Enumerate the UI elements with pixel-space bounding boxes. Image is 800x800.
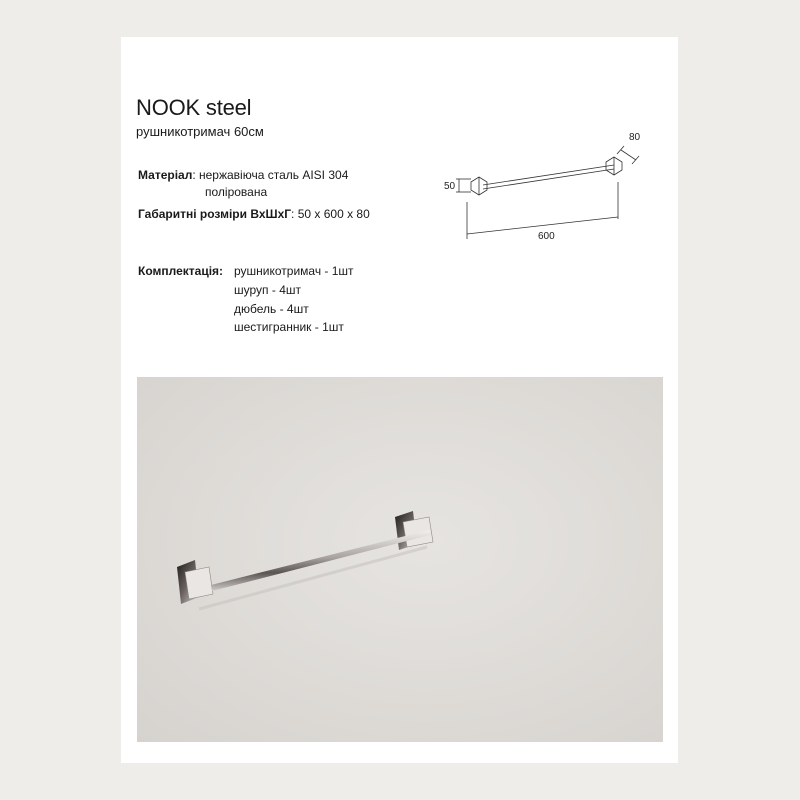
product-subtitle: рушникотримач 60см [136, 124, 264, 139]
product-photo [137, 377, 663, 742]
spec-dimensions-label: Габаритні розміри ВхШхГ [138, 207, 292, 221]
spec-dimensions [138, 206, 370, 222]
kit-item: рушникотримач - 1шт [234, 264, 354, 278]
spec-kit [138, 263, 223, 279]
spec-kit-label: Комплектація: [138, 264, 224, 278]
drawing-depth-label: 80 [629, 132, 641, 143]
drawing-height-label: 50 [444, 181, 456, 192]
kit-item: дюбель - 4шт [234, 302, 309, 316]
spec-material-label: Матеріал [138, 168, 193, 182]
drawing-width-label: 600 [538, 231, 555, 242]
spec-material-finish: полірована [205, 185, 268, 199]
kit-item: шестигранник - 1шт [234, 320, 344, 334]
spec-dimensions-value: : 50 x 600 x 80 [291, 207, 370, 221]
drawing-bar [483, 165, 614, 185]
towel-bar-image [137, 377, 663, 742]
kit-item: шуруп - 4шт [234, 283, 301, 297]
depth-dimension-line [621, 150, 636, 160]
product-title: NOOK steel [136, 95, 252, 120]
spec-material-value: : нержавіюча сталь AISI 304 [192, 168, 349, 182]
product-sheet [121, 37, 678, 763]
technical-drawing [421, 122, 651, 242]
spec-material [138, 167, 348, 183]
